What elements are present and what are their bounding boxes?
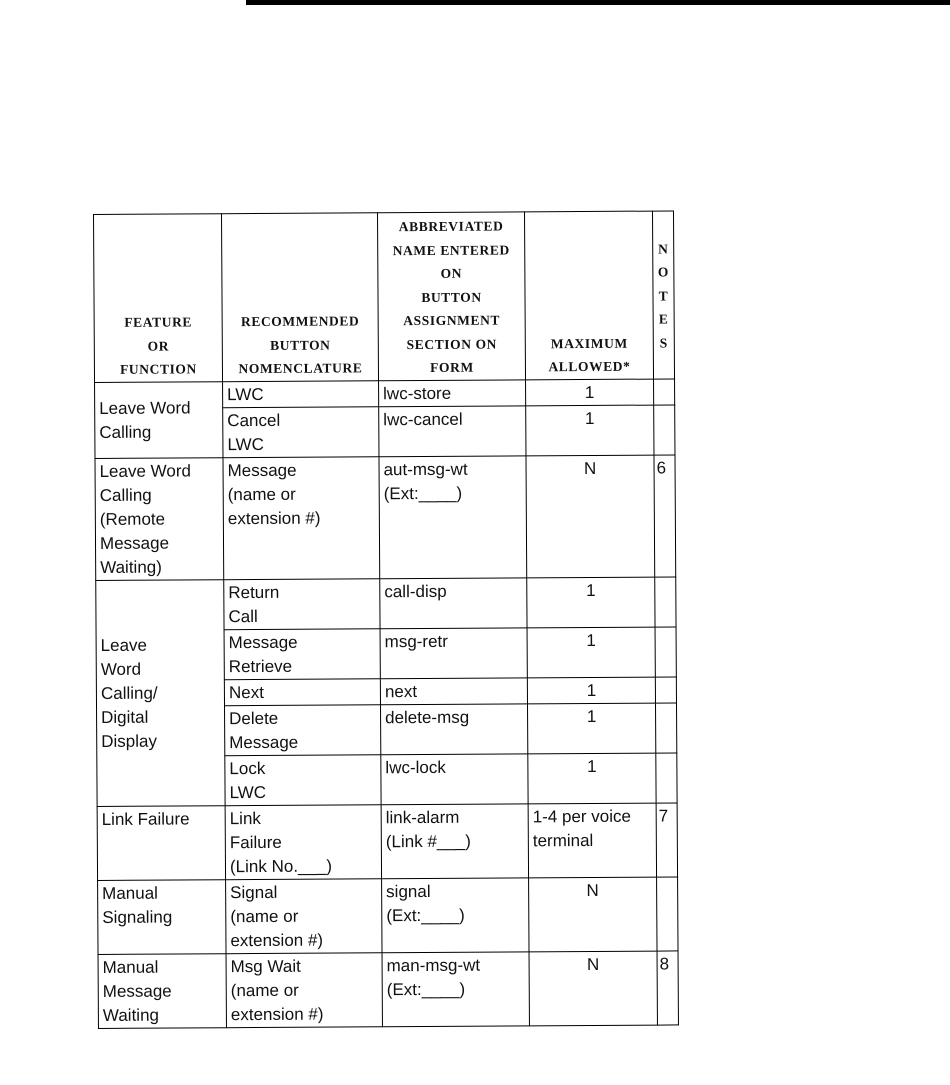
- note-cell: [654, 378, 675, 404]
- header-feature: FEATURE OR FUNCTION: [94, 214, 223, 382]
- nomenclature-cell: Signal (name or extension #): [226, 878, 382, 953]
- header-row: [94, 211, 675, 382]
- max-cell: 1: [527, 677, 655, 704]
- note-cell: [655, 676, 676, 702]
- abbr-cell: man-msg-wt (Ext:____): [382, 951, 529, 1026]
- abbr-cell: lwc-cancel: [379, 405, 526, 456]
- table-row: [95, 454, 676, 580]
- abbr-cell: call-disp: [380, 577, 527, 628]
- abbr-cell: aut-msg-wt (Ext:____): [379, 455, 527, 578]
- max-cell: N: [526, 455, 655, 578]
- note-cell: 7: [656, 802, 677, 876]
- feature-cell: Leave Word Calling (Remote Message Waiting): [95, 457, 224, 580]
- note-cell: [655, 576, 676, 626]
- table-row: [98, 950, 678, 1028]
- nomenclature-cell: Cancel LWC: [223, 406, 379, 457]
- table-row: [98, 876, 678, 954]
- nomenclature-cell: LWC: [223, 380, 379, 407]
- max-cell: 1: [528, 753, 656, 804]
- nomenclature-cell: Delete Message: [225, 704, 381, 755]
- max-cell: 1: [527, 627, 655, 678]
- feature-cell: Manual Signaling: [98, 879, 226, 954]
- header-maximum: MAXIMUM ALLOWED*: [524, 211, 653, 379]
- note-cell: [655, 702, 676, 752]
- abbr-cell: lwc-lock: [381, 753, 528, 804]
- max-cell: 1: [526, 405, 654, 456]
- note-cell: 6: [654, 454, 676, 576]
- table-row: [96, 576, 676, 630]
- nomenclature-cell: Return Call: [224, 578, 380, 629]
- note-cell: [655, 626, 676, 676]
- feature-cell: Link Failure: [97, 805, 225, 880]
- nomenclature-cell: Next: [224, 678, 380, 705]
- table-row: [97, 802, 677, 880]
- abbr-cell: link-alarm (Link #___): [381, 803, 528, 878]
- max-cell: 1-4 per voice terminal: [528, 803, 656, 878]
- max-cell: N: [529, 951, 657, 1026]
- header-abbreviated: ABBREVIATED NAME ENTERED ON BUTTON ASSIGNMENT SECTION ON FORM: [377, 212, 525, 380]
- max-cell: 1: [527, 577, 655, 628]
- top-rule: [246, 0, 950, 5]
- abbr-cell: signal (Ext:____): [382, 877, 529, 952]
- max-cell: 1: [526, 379, 654, 406]
- button-assignment-table: [93, 210, 679, 1028]
- note-cell: [656, 752, 677, 802]
- note-cell: [654, 404, 675, 454]
- abbr-cell: lwc-store: [379, 379, 526, 406]
- nomenclature-cell: Message (name or extension #): [223, 456, 380, 579]
- nomenclature-cell: Lock LWC: [225, 754, 381, 805]
- max-cell: 1: [527, 703, 655, 754]
- header-notes: N O T E S: [652, 211, 674, 379]
- nomenclature-cell: Link Failure (Link No.___): [225, 804, 381, 879]
- feature-cell: Leave Word Calling/ Digital Display: [96, 579, 225, 806]
- header-nomenclature: RECOMMENDED BUTTON NOMENCLATURE: [222, 213, 379, 381]
- note-cell: [657, 876, 678, 950]
- nomenclature-cell: Msg Wait (name or extension #): [226, 952, 382, 1027]
- max-cell: N: [529, 877, 657, 952]
- abbr-cell: delete-msg: [381, 703, 528, 754]
- feature-cell: Leave Word Calling: [95, 381, 223, 458]
- table-row: [95, 378, 675, 408]
- note-cell: 8: [657, 950, 678, 1024]
- nomenclature-cell: Message Retrieve: [224, 628, 380, 679]
- feature-cell: Manual Message Waiting: [98, 953, 226, 1028]
- abbr-cell: next: [380, 677, 527, 704]
- abbr-cell: msg-retr: [380, 627, 527, 678]
